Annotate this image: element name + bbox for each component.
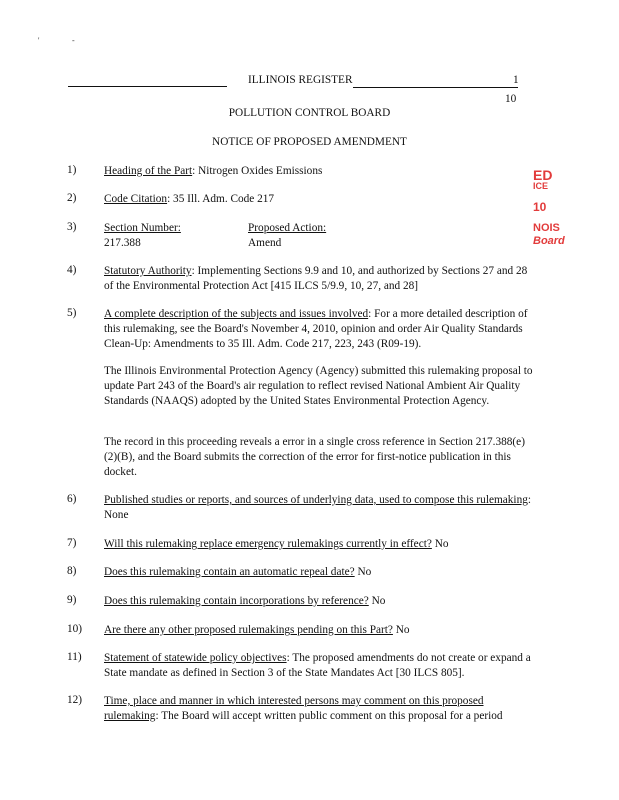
stamp-text: ED [533,167,553,183]
item-label: Section Number: [104,222,181,234]
item-number: 3) [67,221,77,233]
item-policy-objectives [104,651,534,681]
stamp-text: NOIS [533,222,560,234]
proposed-action-value: Amend [248,237,282,249]
item-label: Will this rulemaking replace emergency rulemakings currently in effect? [104,538,432,550]
item-number: 5) [67,307,77,319]
item-text: : None [104,494,532,521]
item-code-citation [104,192,534,207]
register-title: ILLINOIS REGISTER [248,74,353,86]
item-text: No [431,538,449,550]
item-label: Time, place and manner in which interested persons may comment on this proposed rulemaking [104,695,484,722]
item-incorporations [104,594,534,609]
item-number: 9) [67,594,77,606]
header-rule-right [353,87,518,88]
year: 10 [505,93,517,105]
item-number: 6) [67,493,77,505]
stamp-text: 10 [533,200,547,214]
item-label: Does this rulemaking contain incorporations by reference? [104,595,369,607]
item-number: 10) [67,623,83,635]
item-number: 8) [67,565,77,577]
notice-title: NOTICE OF PROPOSED AMENDMENT [212,136,407,148]
description-paragraph: The Illinois Environmental Protection Agency (Agency) submitted this rulemaking proposal to update Part 243 of the Board's air regulation to reflect revised National Ambient Air Quality Standards (NAAQS) adopted by the United States Environmental Protection Agency. [104,365,533,407]
item-text: : 35 Ill. Adm. Code 217 [167,193,275,205]
item-statutory-authority [104,264,534,294]
stamp-text: Board [533,235,565,247]
item-label: Does this rulemaking contain an automatic repeal date? [104,566,355,578]
item-label: Heading of the Part [104,165,193,177]
item-label: Proposed Action: [248,222,327,234]
item-text: : Nitrogen Oxides Emissions [192,165,323,177]
item-published-studies [104,493,534,523]
section-number-value: 217.388 [104,237,141,249]
item-number: 1) [67,164,77,176]
item-number: 11) [67,651,82,663]
item-description [104,307,534,352]
item-text: No [368,595,386,607]
item-label: A complete description of the subjects and issues involved [104,308,369,320]
scan-speck: ' [38,36,40,45]
item-text: : For a more detailed description of this rulemaking, see the Board's November 4, 2010, opinion and order Air Quality Standards Clean-Up: Amendments to 35 Ill. Adm. Code 217, 223, 243 (R09-19). [104,308,528,350]
header-rule-left [68,86,227,87]
page-number: 1 [513,74,519,86]
item-text: : The Board will accept written public comment on this proposal for a period [155,710,503,722]
item-text: : The proposed amendments do not create or expand a State mandate as defined in Section 3 of the State Mandates Act [30 ILCS 805]. [104,652,531,679]
item-number: 4) [67,264,77,276]
item-number: 2) [67,192,77,204]
item-label: Are there any other proposed rulemakings pending on this Part? [104,624,393,636]
item-label: Statement of statewide policy objectives [104,652,287,664]
item-heading [104,164,534,179]
agency-title: POLLUTION CONTROL BOARD [228,107,391,119]
item-repeal-date [104,565,534,580]
item-public-comment [104,694,534,724]
description-paragraph: The record in this proceeding reveals a error in a single cross reference in Section 217.388(e)(2)(B), and the Board submits the correction of the error for first-notice publication in this docket. [104,436,525,478]
item-other-rulemakings [104,623,534,638]
item-text: : Implementing Sections 9.9 and 10, and authorized by Sections 27 and 28 of the Environmental Protection Act [415 ILCS 5/9.9, 10, 27, and 28] [104,265,528,292]
item-label: Published studies or reports, and sources of underlying data, used to compose this rulemaking [104,494,528,506]
item-label: Statutory Authority [104,265,192,277]
item-text: No [354,566,372,578]
item-number: 12) [67,694,83,706]
item-text: No [392,624,410,636]
scan-speck: - [72,36,75,45]
item-label: Code Citation [104,193,168,205]
stamp-text: ICE [533,181,549,191]
item-proposed-action [248,221,448,251]
item-emergency [104,537,534,552]
item-number: 7) [67,537,77,549]
